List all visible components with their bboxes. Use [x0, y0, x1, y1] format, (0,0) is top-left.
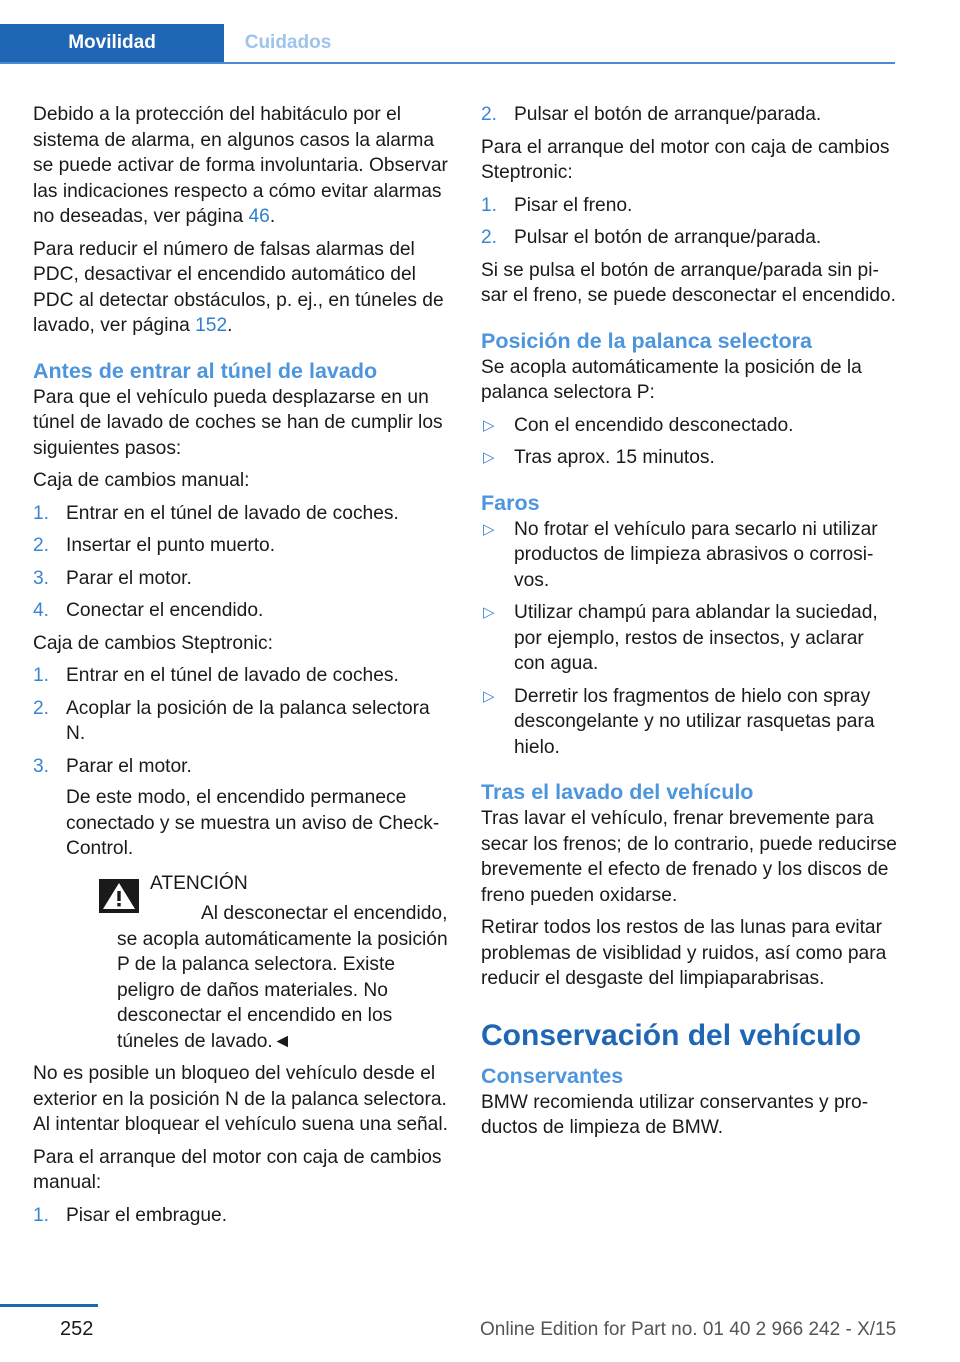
- step-number: 2.: [481, 227, 498, 248]
- heading-after-wash: Tras el lavado del vehículo: [481, 780, 754, 804]
- list-selector: [481, 413, 899, 471]
- list-item: [33, 598, 451, 624]
- heading-conservation: Conservación del vehículo: [481, 1018, 862, 1052]
- page-link-46[interactable]: 46: [248, 206, 270, 227]
- page-link-152[interactable]: 152: [195, 315, 228, 336]
- footer-edition: Online Edition for Part no. 01 40 2 966 242 - X/15: [480, 1319, 897, 1340]
- paragraph-lock: No es posible un bloqueo del vehículo desde el exterior en la posición N de la palanca selectora. Al intentar bloquear el vehículo suena una señal.: [33, 1063, 448, 1135]
- list-item: [481, 102, 899, 128]
- step-note: De este modo, el encendido permanece conectado y se muestra un aviso de Check-Control.: [66, 787, 440, 859]
- tab-movilidad[interactable]: Movilidad: [0, 24, 224, 62]
- bullet-triangle-icon: ▷: [483, 604, 495, 621]
- step-text: Pisar el embrague.: [66, 1204, 228, 1226]
- page-number: 252: [60, 1318, 94, 1340]
- list-steptronic-start: [481, 193, 899, 251]
- bullet-triangle-icon: ▷: [483, 449, 495, 466]
- bullet-triangle-icon: ▷: [483, 416, 495, 434]
- step-text: Pulsar el botón de arranque/parada.: [514, 104, 822, 125]
- paragraph-selector: Se acopla automáticamente la posición de la palanca selectora P:: [481, 356, 862, 403]
- list-steptronic-steps: [33, 663, 451, 1054]
- item-text: Tras aprox. 15 minutos.: [514, 447, 715, 468]
- list-item: [481, 413, 899, 439]
- list-item: [481, 193, 899, 219]
- step-text: Conectar el encendido.: [66, 600, 264, 621]
- label-steptronic: Caja de cambios Steptronic:: [33, 632, 273, 654]
- list-item: [33, 501, 451, 527]
- left-column: [33, 102, 451, 1235]
- warning-text-content: Al desconectar el encendido, se acopla automáticamente la posición P de la palanca selectora. Existe peligro de daños materiales. No desconectar el encendido en los túneles de lavado.◄: [117, 903, 448, 1052]
- step-number: 4.: [33, 600, 50, 621]
- paragraph-manual-start: Para el arranque del motor con caja de cambios manual:: [33, 1146, 442, 1193]
- step-number: 2.: [33, 535, 50, 556]
- heading-faros: Faros: [481, 490, 540, 515]
- bullet-triangle-icon: ▷: [483, 687, 495, 705]
- step-text: Entrar en el túnel de lavado de coches.: [66, 502, 399, 524]
- paragraph-intro: Para que el vehículo pueda desplazarse en un túnel de lavado de coches se han de cumplir los siguientes pasos:: [33, 386, 443, 459]
- step-text: Pisar el freno.: [514, 194, 633, 216]
- list-item: [33, 533, 451, 559]
- item-text: No frotar el vehículo para secarlo ni utilizar productos de limpieza abrasivos o corrosivos.: [514, 518, 878, 591]
- paragraph-brakes: Tras lavar el vehículo, frenar brevemente para secar los frenos; de lo contrario, puede reducirse brevemente el efecto de frenado y los discos de freno pueden oxidarse.: [481, 808, 897, 906]
- list-item: [481, 517, 899, 594]
- paragraph-steptronic-start: Para el arranque del motor con caja de cambios Steptronic:: [481, 136, 890, 183]
- paragraph-windows: Retirar todos los restos de las lunas para evitar problemas de visiblidad y ruidos, así como para reducir el desgaste del limpiaparabrisas.: [481, 917, 887, 989]
- warning-icon: [99, 879, 139, 913]
- paragraph-text: Para reducir el número de falsas alarmas del PDC, desactivar el encendido automático del PDC al detectar obstáculos, p. ej., en túneles de lavado, ver página: [33, 238, 444, 336]
- step-text: Pulsar el botón de arranque/parada.: [514, 227, 822, 248]
- tab-cuidados[interactable]: Cuidados: [244, 32, 332, 53]
- step-text: Acoplar la posición de la palanca selectora N.: [66, 697, 430, 744]
- paragraph-pdc: Para reducir el número de falsas alarmas del PDC, desactivar el encendido automático del PDC al detectar obstáculos, p. ej., en túneles de lavado, ver página 152.: [33, 238, 444, 336]
- step-text: Parar el motor.: [66, 755, 192, 777]
- paragraph-text: Debido a la protección del habitáculo por el sistema de alarma, en algunos casos la alarma se puede activar de forma involuntaria. Observar las indicaciones respecto a cómo evitar alarmas no deseadas, ver página: [33, 104, 448, 227]
- list-faros: [481, 517, 899, 761]
- paragraph-conservantes: BMW recomienda utilizar conservantes y productos de limpieza de BMW.: [481, 1091, 869, 1138]
- step-number: 1.: [481, 194, 498, 216]
- list-item: [33, 1203, 451, 1229]
- footer-rule: [0, 1304, 98, 1307]
- warning-text: [117, 901, 451, 1054]
- list-item: [33, 696, 451, 747]
- list-item: [481, 225, 899, 251]
- list-item: [481, 445, 899, 471]
- list-item: [481, 684, 899, 761]
- list-item: [33, 566, 451, 592]
- warning-box: [66, 871, 451, 1055]
- step-number: 3.: [33, 567, 50, 589]
- list-manual-steps: [33, 501, 451, 624]
- step-text: Insertar el punto muerto.: [66, 535, 276, 556]
- step-number: 2.: [33, 697, 50, 719]
- list-item: [33, 754, 451, 1055]
- right-column: [481, 102, 899, 1148]
- item-text: Derretir los fragmentos de hielo con spray descongelante y no utilizar rasquetas para hielo.: [514, 685, 875, 758]
- list-item: [481, 600, 899, 677]
- paragraph-alarm: Debido a la protección del habitáculo por el sistema de alarma, en algunos casos la alarma se puede activar de forma involuntaria. Observar las indicaciones respecto a cómo evitar alarmas no deseadas, ver página 46.: [33, 104, 448, 227]
- step-number: 1.: [33, 1204, 50, 1226]
- bullet-triangle-icon: ▷: [483, 520, 495, 538]
- list-manual-start-cont: [481, 102, 899, 128]
- step-number: 1.: [33, 502, 50, 524]
- heading-car-wash: Antes de entrar al túnel de lavado: [33, 358, 378, 383]
- step-number: 3.: [33, 755, 50, 777]
- step-text: Parar el motor.: [66, 567, 192, 589]
- section-tabs: [0, 24, 895, 64]
- heading-conservantes: Conservantes: [481, 1063, 624, 1088]
- paragraph-brake-note: Si se pulsa el botón de arranque/parada sin pisar el freno, se puede desconectar el encendido.: [481, 259, 896, 306]
- label-manual: Caja de cambios manual:: [33, 470, 250, 491]
- warning-title: ATENCIÓN: [150, 872, 248, 894]
- heading-selector-position: Posición de la palanca selectora: [481, 328, 813, 353]
- step-text: Entrar en el túnel de lavado de coches.: [66, 665, 399, 686]
- list-manual-start: [33, 1203, 451, 1229]
- item-text: Con el encendido desconectado.: [514, 414, 794, 436]
- step-number: 1.: [33, 665, 50, 686]
- item-text: Utilizar champú para ablandar la suciedad, por ejemplo, restos de insectos, y aclarar con agua.: [514, 602, 878, 674]
- list-item: [33, 663, 451, 689]
- step-number: 2.: [481, 104, 498, 125]
